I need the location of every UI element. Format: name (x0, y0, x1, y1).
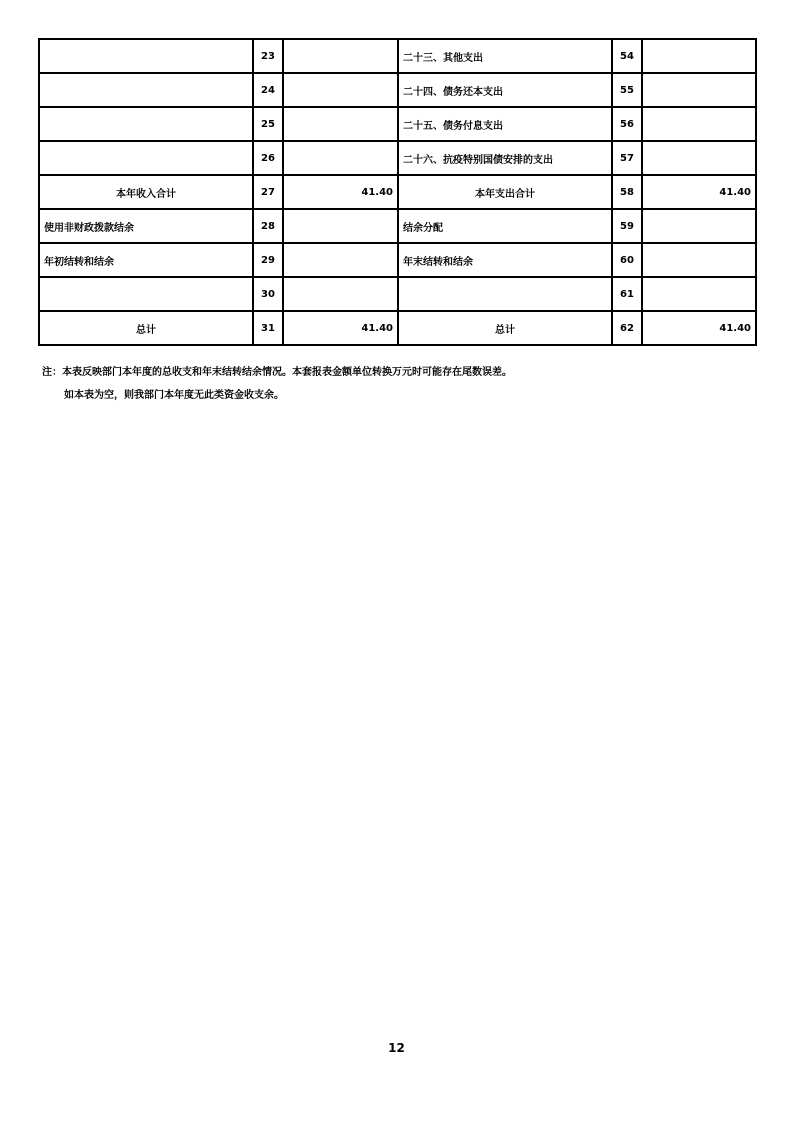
income-item-label (39, 107, 253, 141)
income-total-amount: 41.40 (283, 175, 398, 209)
income-line-number: 31 (253, 311, 283, 345)
budget-summary-table (38, 38, 757, 346)
expense-line-number: 56 (612, 107, 642, 141)
income-line-number: 26 (253, 141, 283, 175)
expense-line-number: 62 (612, 311, 642, 345)
expense-line-number: 57 (612, 141, 642, 175)
table-row (39, 209, 756, 243)
expense-item-label: 二十四、债务还本支出 (398, 73, 612, 107)
income-amount (283, 243, 398, 277)
income-item-label (39, 73, 253, 107)
expense-total-amount: 41.40 (642, 175, 756, 209)
expense-amount (642, 243, 756, 277)
income-amount (283, 277, 398, 311)
expense-line-number: 55 (612, 73, 642, 107)
income-line-number: 25 (253, 107, 283, 141)
income-line-number: 28 (253, 209, 283, 243)
table-row (39, 311, 756, 345)
income-line-number: 23 (253, 39, 283, 73)
income-amount (283, 73, 398, 107)
expense-total-label: 本年支出合计 (398, 175, 612, 209)
income-item-label (39, 141, 253, 175)
income-line-number: 24 (253, 73, 283, 107)
grand-total-amount-left: 41.40 (283, 311, 398, 345)
table-note: 注：本表反映部门本年度的总收支和年末结转结余情况。本套报表金额单位转换万元时可能存在尾数误差。 (42, 367, 512, 378)
expense-line-number: 59 (612, 209, 642, 243)
grand-total-amount-right: 41.40 (642, 311, 756, 345)
expense-item-label: 二十三、其他支出 (398, 39, 612, 73)
grand-total-label-right: 总计 (398, 311, 612, 345)
expense-amount (642, 277, 756, 311)
expense-item-label (398, 277, 612, 311)
income-amount (283, 209, 398, 243)
expense-line-number: 58 (612, 175, 642, 209)
income-amount (283, 39, 398, 73)
expense-line-number: 54 (612, 39, 642, 73)
expense-amount (642, 209, 756, 243)
page-number: 12 (388, 1041, 405, 1055)
expense-amount (642, 39, 756, 73)
expense-item-label: 结余分配 (398, 209, 612, 243)
expense-item-label: 二十六、抗疫特别国债安排的支出 (398, 141, 612, 175)
table-row (39, 39, 756, 73)
income-amount (283, 107, 398, 141)
expense-amount (642, 107, 756, 141)
income-item-label: 年初结转和结余 (39, 243, 253, 277)
expense-amount (642, 141, 756, 175)
income-line-number: 30 (253, 277, 283, 311)
expense-line-number: 61 (612, 277, 642, 311)
table-row (39, 175, 756, 209)
income-item-label (39, 277, 253, 311)
table-row (39, 277, 756, 311)
income-amount (283, 141, 398, 175)
expense-item-label: 年末结转和结余 (398, 243, 612, 277)
income-total-label: 本年收入合计 (39, 175, 253, 209)
income-line-number: 27 (253, 175, 283, 209)
income-item-label (39, 39, 253, 73)
table-row (39, 107, 756, 141)
table-note-empty-explanation: 如本表为空，则我部门本年度无此类资金收支余。 (64, 390, 284, 401)
expense-amount (642, 73, 756, 107)
expense-line-number: 60 (612, 243, 642, 277)
expense-item-label: 二十五、债务付息支出 (398, 107, 612, 141)
income-line-number: 29 (253, 243, 283, 277)
grand-total-label-left: 总计 (39, 311, 253, 345)
income-item-label: 使用非财政拨款结余 (39, 209, 253, 243)
table-row (39, 73, 756, 107)
table-row (39, 243, 756, 277)
table-row (39, 141, 756, 175)
